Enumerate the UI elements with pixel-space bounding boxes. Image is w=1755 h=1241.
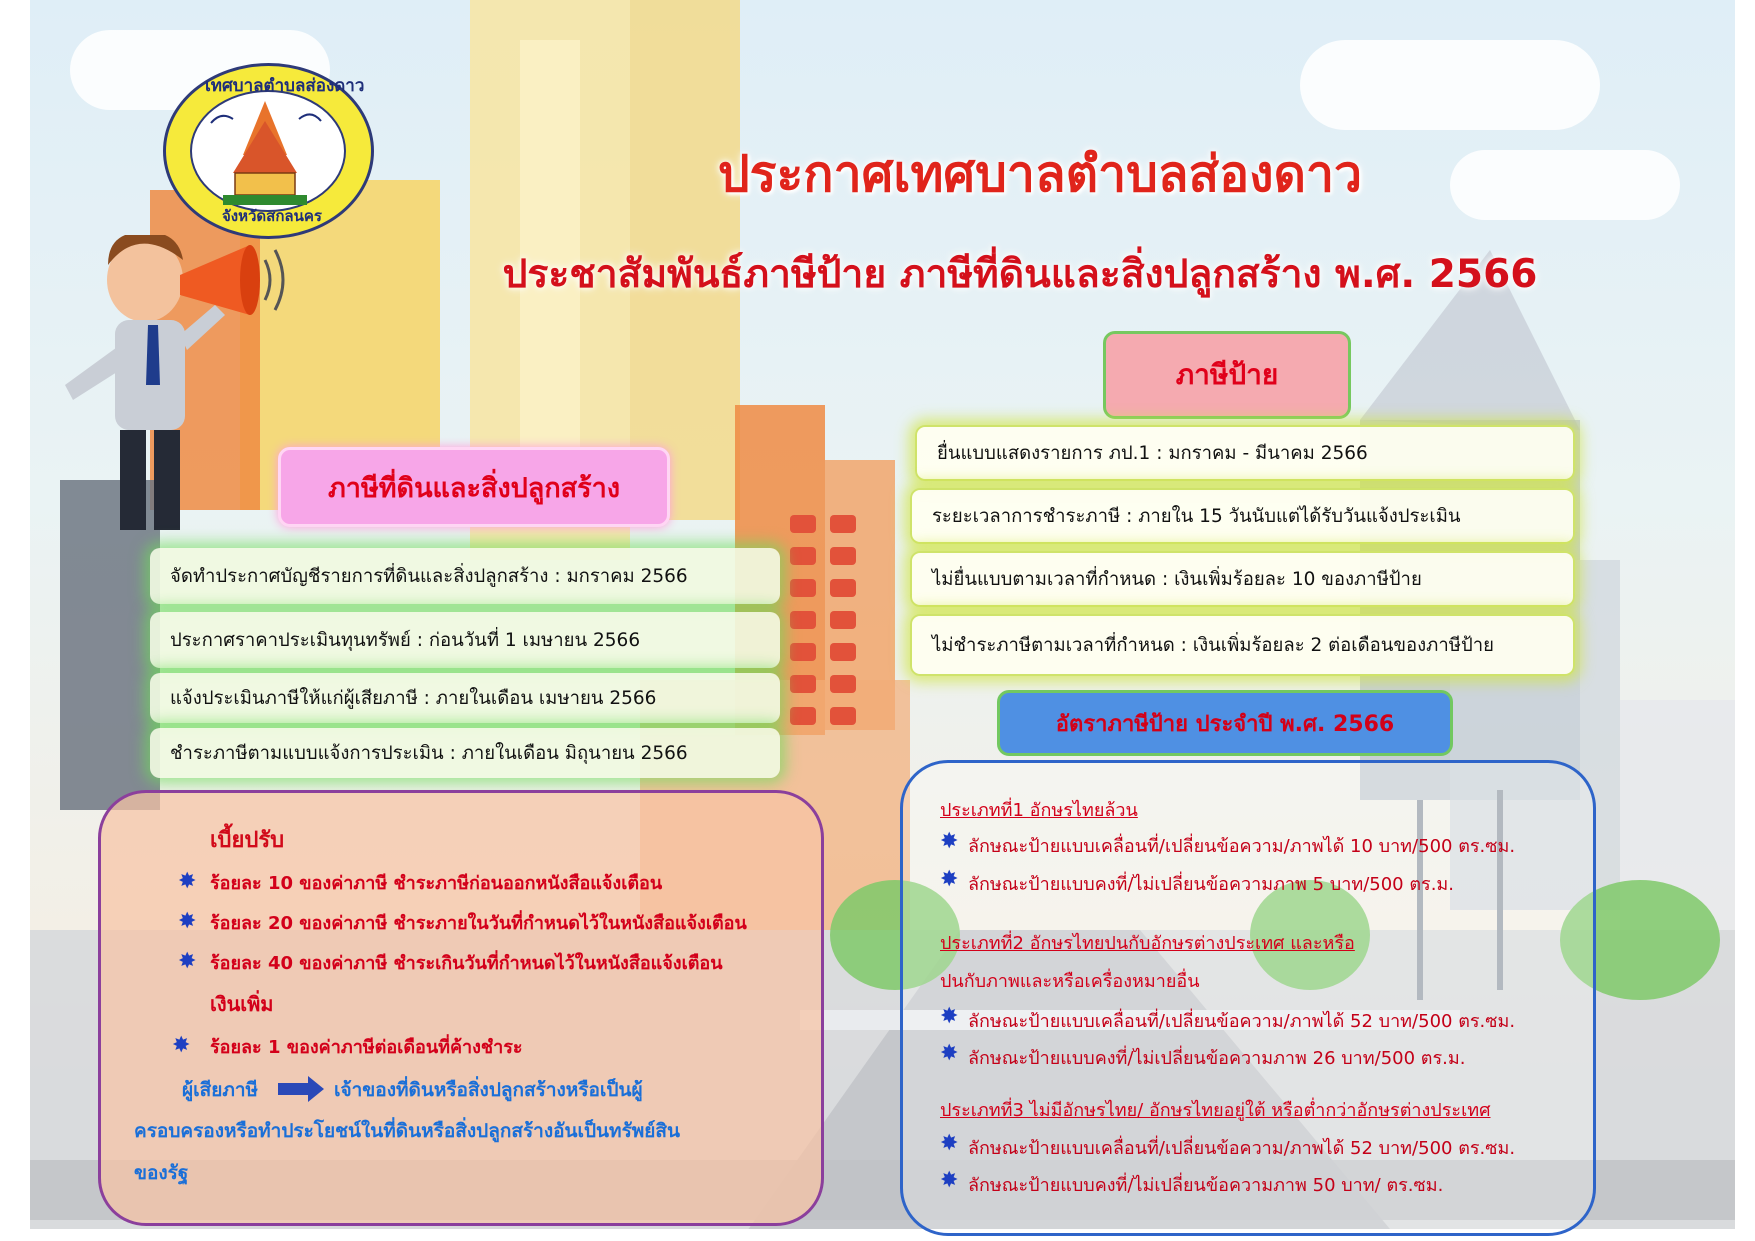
sign-tax-rates-heading: อัตราภาษีป้าย ประจำปี พ.ศ. 2566 xyxy=(997,690,1453,756)
star-burst-icon: ✸ xyxy=(178,949,197,974)
sign-tax-row-3: ไม่ยื่นแบบตามเวลาที่กำหนด : เงินเพิ่มร้อยละ 10 ของภาษีป้าย xyxy=(910,551,1575,607)
rate-cat2-item-2: ลักษณะป้ายแบบคงที่/ไม่เปลี่ยนข้อความภาพ 26 บาท/500 ตร.ม. xyxy=(968,1048,1466,1069)
window xyxy=(830,579,856,597)
penalty-item-3: ร้อยละ 40 ของค่าภาษี ชำระเกินวันที่กำหนดไว้ในหนังสือแจ้งเตือน xyxy=(210,953,723,974)
right-margin xyxy=(1735,0,1755,1241)
page-subtitle: ประชาสัมพันธ์ภาษีป้าย ภาษีที่ดินและสิ่งปลูกสร้าง พ.ศ. 2566 xyxy=(502,252,1538,297)
page-title: ประกาศเทศบาลตำบลส่องดาว xyxy=(717,145,1363,203)
taxpayer-definition-line-2: ครอบครองหรือทำประโยชน์ในที่ดินหรือสิ่งปลูกสร้างอันเป็นทรัพย์สิน xyxy=(134,1120,681,1142)
sign-tax-row-2: ระยะเวลาการชำระภาษี : ภายใน 15 วันนับแต่ได้รับวันแจ้งประเมิน xyxy=(910,488,1575,544)
sign-tax-heading: ภาษีป้าย xyxy=(1103,331,1351,419)
window xyxy=(830,675,856,693)
window xyxy=(790,547,816,565)
land-tax-row-1: จัดทำประกาศบัญชีรายการที่ดินและสิ่งปลูกสร้าง : มกราคม 2566 xyxy=(150,548,780,604)
land-tax-row-4: ชำระภาษีตามแบบแจ้งการประเมิน : ภายในเดือน มิถุนายน 2566 xyxy=(150,728,780,778)
window xyxy=(830,707,856,725)
window xyxy=(790,643,816,661)
rate-category-2-cont: ปนกับภาพและหรือเครื่องหมายอื่น xyxy=(940,971,1200,992)
taxpayer-label: ผู้เสียภาษี xyxy=(182,1079,259,1101)
window xyxy=(790,611,816,629)
star-burst-icon: ✸ xyxy=(940,1041,959,1066)
sign-tax-row-1: ยื่นแบบแสดงรายการ ภป.1 : มกราคม - มีนาคม 2566 xyxy=(915,425,1575,481)
star-burst-icon: ✸ xyxy=(172,1033,191,1058)
rate-cat1-item-1: ลักษณะป้ายแบบเคลื่อนที่/เปลี่ยนข้อความ/ภาพได้ 10 บาท/500 ตร.ซม. xyxy=(968,836,1516,857)
rate-cat2-item-1: ลักษณะป้ายแบบเคลื่อนที่/เปลี่ยนข้อความ/ภาพได้ 52 บาท/500 ตร.ซม. xyxy=(968,1011,1516,1032)
window xyxy=(830,515,856,533)
star-burst-icon: ✸ xyxy=(940,1131,959,1156)
land-tax-row-2: ประกาศราคาประเมินทุนทรัพย์ : ก่อนวันที่ 1 เมษายน 2566 xyxy=(150,612,780,668)
megaphone-man-illustration xyxy=(60,235,300,535)
window xyxy=(830,611,856,629)
logo-ring-top-text: เทศบาลตำบลส่องดาว xyxy=(205,76,365,96)
taxpayer-definition-line-1: เจ้าของที่ดินหรือสิ่งปลูกสร้างหรือเป็นผู้ xyxy=(334,1079,643,1101)
penalty-item-1: ร้อยละ 10 ของค่าภาษี ชำระภาษีก่อนออกหนังสือแจ้งเตือน xyxy=(210,873,663,894)
star-burst-icon: ✸ xyxy=(940,1004,959,1029)
star-burst-icon: ✸ xyxy=(940,829,959,854)
star-burst-icon: ✸ xyxy=(178,909,197,934)
sign-tax-row-4: ไม่ชำระภาษีตามเวลาที่กำหนด : เงินเพิ่มร้อยละ 2 ต่อเดือนของภาษีป้าย xyxy=(910,614,1575,676)
left-margin xyxy=(0,0,30,1241)
rate-cat1-item-2: ลักษณะป้ายแบบคงที่/ไม่เปลี่ยนข้อความภาพ 5 บาท/500 ตร.ม. xyxy=(968,874,1455,895)
window xyxy=(830,547,856,565)
star-burst-icon: ✸ xyxy=(178,869,197,894)
star-burst-icon: ✸ xyxy=(940,867,959,892)
penalty-panel xyxy=(98,790,824,1226)
penalty-item-2: ร้อยละ 20 ของค่าภาษี ชำระภายในวันที่กำหนดไว้ในหนังสือแจ้งเตือน xyxy=(210,913,747,934)
window xyxy=(790,707,816,725)
land-tax-heading: ภาษีที่ดินและสิ่งปลูกสร้าง xyxy=(278,447,670,527)
land-tax-row-3: แจ้งประเมินภาษีให้แก่ผู้เสียภาษี : ภายในเดือน เมษายน 2566 xyxy=(150,673,780,723)
window xyxy=(790,515,816,533)
surcharge-heading: เงินเพิ่ม xyxy=(210,992,274,1016)
window xyxy=(790,675,816,693)
right-arrow-icon xyxy=(278,1076,326,1102)
surcharge-item: ร้อยละ 1 ของค่าภาษีต่อเดือนที่ค้างชำระ xyxy=(210,1037,523,1058)
rate-cat3-item-2: ลักษณะป้ายแบบคงที่/ไม่เปลี่ยนข้อความภาพ 50 บาท/ ตร.ซม. xyxy=(968,1175,1444,1196)
window xyxy=(830,643,856,661)
penalty-heading: เบี้ยปรับ xyxy=(210,828,285,853)
star-burst-icon: ✸ xyxy=(940,1168,959,1193)
rate-category-3: ประเภทที่3 ไม่มีอักษรไทย/ อักษรไทยอยู่ใต้ หรือต่ำกว่าอักษรต่างประเทศ xyxy=(940,1100,1491,1121)
logo-ring-bottom-text: จังหวัดสกลนคร xyxy=(222,207,322,225)
rate-cat3-item-1: ลักษณะป้ายแบบเคลื่อนที่/เปลี่ยนข้อความ/ภาพได้ 52 บาท/500 ตร.ซม. xyxy=(968,1138,1516,1159)
taxpayer-definition-line-3: ของรัฐ xyxy=(134,1162,189,1184)
rate-category-2: ประเภทที่2 อักษรไทยปนกับอักษรต่างประเทศ และหรือ xyxy=(940,933,1355,954)
window xyxy=(790,579,816,597)
rate-category-1: ประเภทที่1 อักษรไทยล้วน xyxy=(940,800,1138,821)
